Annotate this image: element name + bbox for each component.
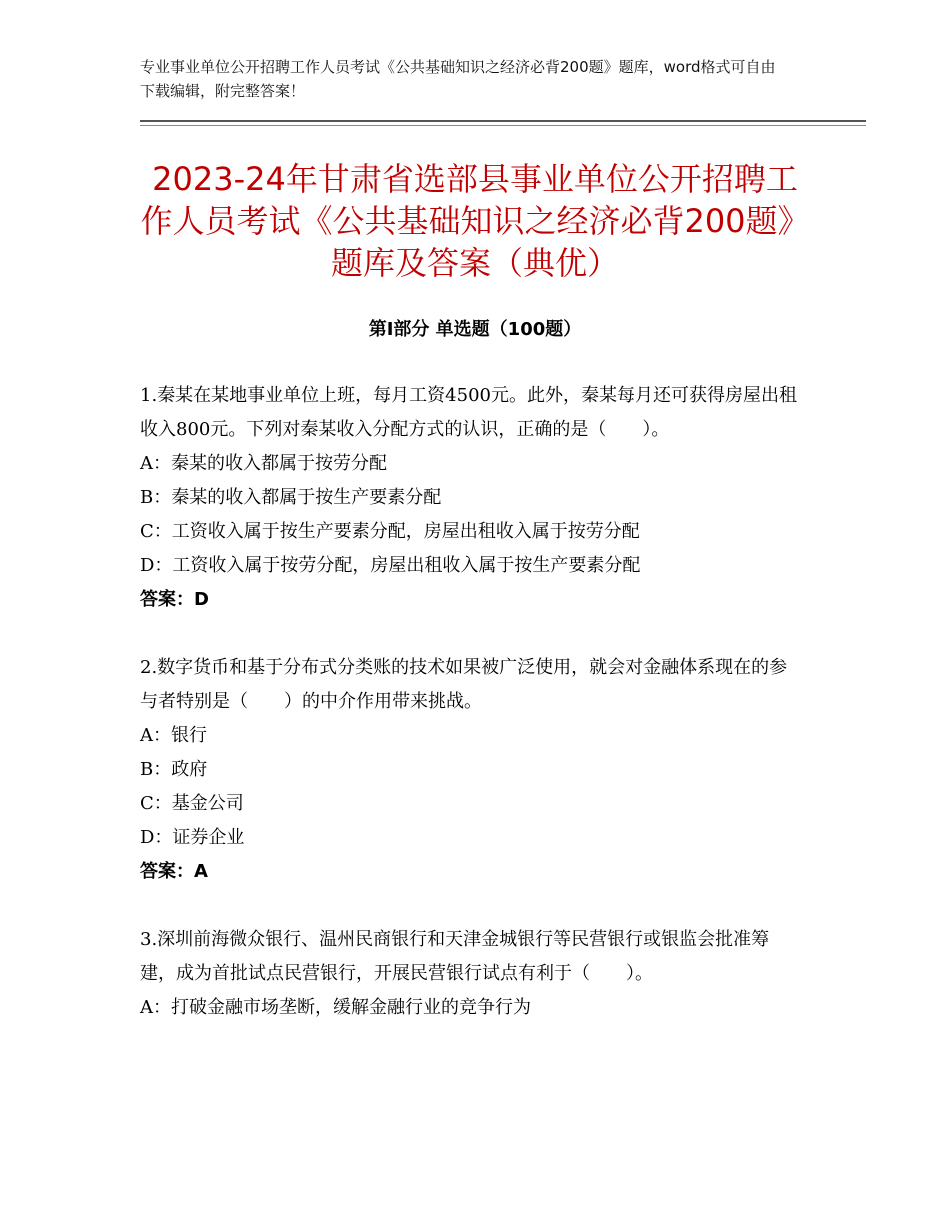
- option-b: B：秦某的收入都属于按生产要素分配: [140, 487, 442, 508]
- option-c: C：基金公司: [140, 793, 244, 814]
- option-c: C：工资收入属于按生产要素分配，房屋出租收入属于按劳分配: [140, 521, 640, 542]
- header-note: 专业事业单位公开招聘工作人员考试《公共基础知识之经济必背200题》题库，word格式可自由下载编辑，附完整答案！: [140, 58, 776, 100]
- question-stem: 1.秦某在某地事业单位上班，每月工资4500元。此外，秦某每月还可获得房屋出租收入800元。下列对秦某收入分配方式的认识，正确的是（ ）。: [140, 385, 797, 440]
- document-title: 2023-24年甘肃省选部县事业单位公开招聘工作人员考试《公共基础知识之经济必背200题》题库及答案（典优）: [140, 160, 810, 282]
- question-stem: 3.深圳前海微众银行、温州民商银行和天津金城银行等民营银行或银监会批准筹建，成为首批试点民营银行，开展民营银行试点有利于（ ）。: [140, 929, 770, 984]
- option-d: D：证券企业: [140, 827, 245, 848]
- option-a: A：秦某的收入都属于按劳分配: [140, 453, 387, 474]
- question-2: [140, 651, 804, 889]
- section-heading: 第Ⅰ部分 单选题（100题）: [368, 319, 582, 340]
- header-divider-thick: [140, 120, 866, 122]
- option-b: B：政府: [140, 759, 208, 780]
- option-d: D：工资收入属于按劳分配，房屋出租收入属于按生产要素分配: [140, 555, 641, 576]
- header-divider-thin: [140, 125, 866, 126]
- answer: 答案：A: [140, 861, 208, 882]
- option-a: A：银行: [140, 725, 207, 746]
- option-a: A：打破金融市场垄断，缓解金融行业的竞争行为: [140, 997, 531, 1018]
- question-stem: 2.数字货币和基于分布式分类账的技术如果被广泛使用，就会对金融体系现在的参与者特别是（ ）的中介作用带来挑战。: [140, 657, 788, 712]
- question-3: [140, 923, 804, 1025]
- answer: 答案：D: [140, 589, 209, 610]
- question-list: [140, 379, 804, 1059]
- question-1: [140, 379, 804, 617]
